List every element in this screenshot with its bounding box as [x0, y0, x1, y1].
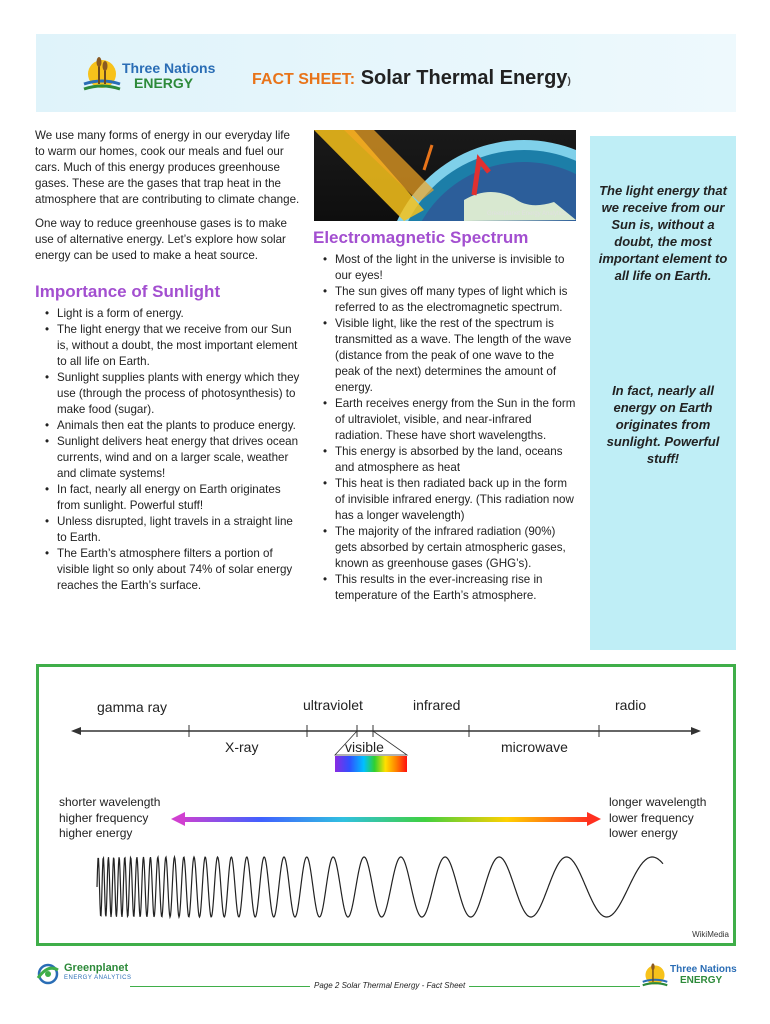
list-item: • The sun gives off many types of light which is referred to as the electromagnetic spectrum. [335, 284, 578, 316]
greenplanet-line-2: ENERGY ANALYTICS [64, 975, 132, 981]
earth-atmosphere-illustration [314, 130, 576, 221]
tn-footer-line-2: ENERGY [680, 975, 723, 986]
list-item: • The light energy that we receive from our Sun is, without a doubt, the most important element to all life on Earth. [57, 322, 300, 370]
list-item: • This energy is absorbed by the land, oceans and atmosphere as heat [335, 444, 578, 476]
page-title [252, 67, 571, 90]
sidebar-quote-1: The light energy that we receive from our Sun is, without a doubt, the most important element to all life on Earth. [598, 183, 728, 283]
right-desc-3: lower energy [609, 826, 678, 840]
sidebar-quote-2: In fact, nearly all energy on Earth originates from sunlight. Powerful stuff! [606, 383, 720, 466]
left-desc-2: higher frequency [59, 810, 149, 825]
left-desc [59, 795, 160, 842]
left-desc-1: shorter wavelength [59, 795, 161, 809]
em-heading: Electromagnetic Spectrum [313, 228, 529, 247]
em-list [313, 252, 578, 604]
greenplanet-line-1: Greenplanet [64, 962, 129, 974]
label-infrared: infrared [413, 697, 461, 713]
list-item: • Most of the light in the universe is invisible to our eyes! [335, 252, 578, 284]
three-nations-logo [80, 46, 230, 100]
label-xray: X-ray [225, 739, 259, 755]
intro-paragraph-2: One way to reduce greenhouse gases is to make use of alternative energy. Let’s explore how solar energy can be used to make a heat source. [35, 217, 287, 262]
list-item: • The Earth’s atmosphere filters a portion of visible light so only about 74% of solar energy reaches the Earth’s surface. [57, 546, 300, 594]
sun-reeds-icon [640, 960, 670, 990]
right-desc-1: longer wavelength [609, 795, 707, 809]
image-credit: Greenplanet Energy Analytics [486, 211, 566, 217]
left-desc-3: higher energy [59, 826, 133, 840]
right-desc [609, 795, 706, 842]
wave-line [97, 857, 663, 917]
greenplanet-logo [34, 960, 144, 990]
logo-line-2: ENERGY [134, 75, 194, 91]
label-gamma: gamma ray [97, 699, 168, 715]
logo-line-1: Three Nations [122, 60, 216, 76]
title-text: Solar Thermal Energy [360, 67, 568, 89]
tn-footer-line-1: Three Nations [670, 964, 737, 975]
list-item: • This results in the ever-increasing rise in temperature of the Earth’s atmosphere. [335, 572, 578, 604]
importance-heading: Importance of Sunlight [35, 282, 221, 301]
title-suffix: ) [567, 76, 571, 87]
spectrum-credit: WikiMedia [692, 930, 729, 939]
middle-column [313, 230, 578, 604]
label-radio: radio [615, 697, 647, 713]
list-item: • Animals then eat the plants to produce energy. [57, 418, 300, 434]
label-microwave: microwave [501, 739, 568, 755]
importance-list [35, 306, 300, 594]
list-item: • Unless disrupted, light travels in a straight line to Earth. [57, 514, 300, 546]
greenplanet-icon [34, 960, 62, 988]
label-ultraviolet: ultraviolet [303, 697, 363, 713]
sun-earth-image [314, 130, 576, 221]
page-footer-text: Page 2 Solar Thermal Energy - Fact Sheet [310, 981, 469, 990]
title-label: FACT SHEET: [252, 71, 356, 88]
list-item: • Visible light, like the rest of the spectrum is transmitted as a wave. The length of the wave (distance from the peak of one wave to the peak of the next) determines the amount of energy. [335, 316, 578, 396]
quote-sidebar [590, 136, 736, 650]
list-item: • In fact, nearly all energy on Earth originates from sunlight. Powerful stuff! [57, 482, 300, 514]
three-nations-footer-logo [640, 958, 740, 992]
list-item: • This heat is then radiated back up in the form of invisible infrared energy. (This radiation now has a longer wavelength) [335, 476, 578, 524]
sun-reeds-icon [80, 54, 124, 94]
intro-paragraph-1: We use many forms of energy in our everyday life to warm our homes, cook our meals and fuel our cars. Much of this energy produces greenhouse gases. These are the gases that trap heat in the atmosphere that are contributing to climate change. [35, 129, 300, 206]
list-item: • Sunlight supplies plants with energy which they use (through the process of photosynthesis) to make food (sugar). [57, 370, 300, 418]
list-item: • The majority of the infrared radiation (90%) gets absorbed by certain atmospheric gases, known as greenhouse gases (GHG’s). [335, 524, 578, 572]
label-visible: visible [345, 739, 384, 755]
right-desc-2: lower frequency [609, 810, 694, 825]
list-item: • Light is a form of energy. [57, 306, 300, 322]
list-item: • Earth receives energy from the Sun in the form of ultraviolet, visible, and near-infrared radiation. These have short wavelengths. [335, 396, 578, 444]
spectrum-diagram [36, 664, 736, 946]
list-item: • Sunlight delivers heat energy that drives ocean currents, wind and on a larger scale, weather and climate systems! [57, 434, 300, 482]
left-column [35, 128, 300, 594]
